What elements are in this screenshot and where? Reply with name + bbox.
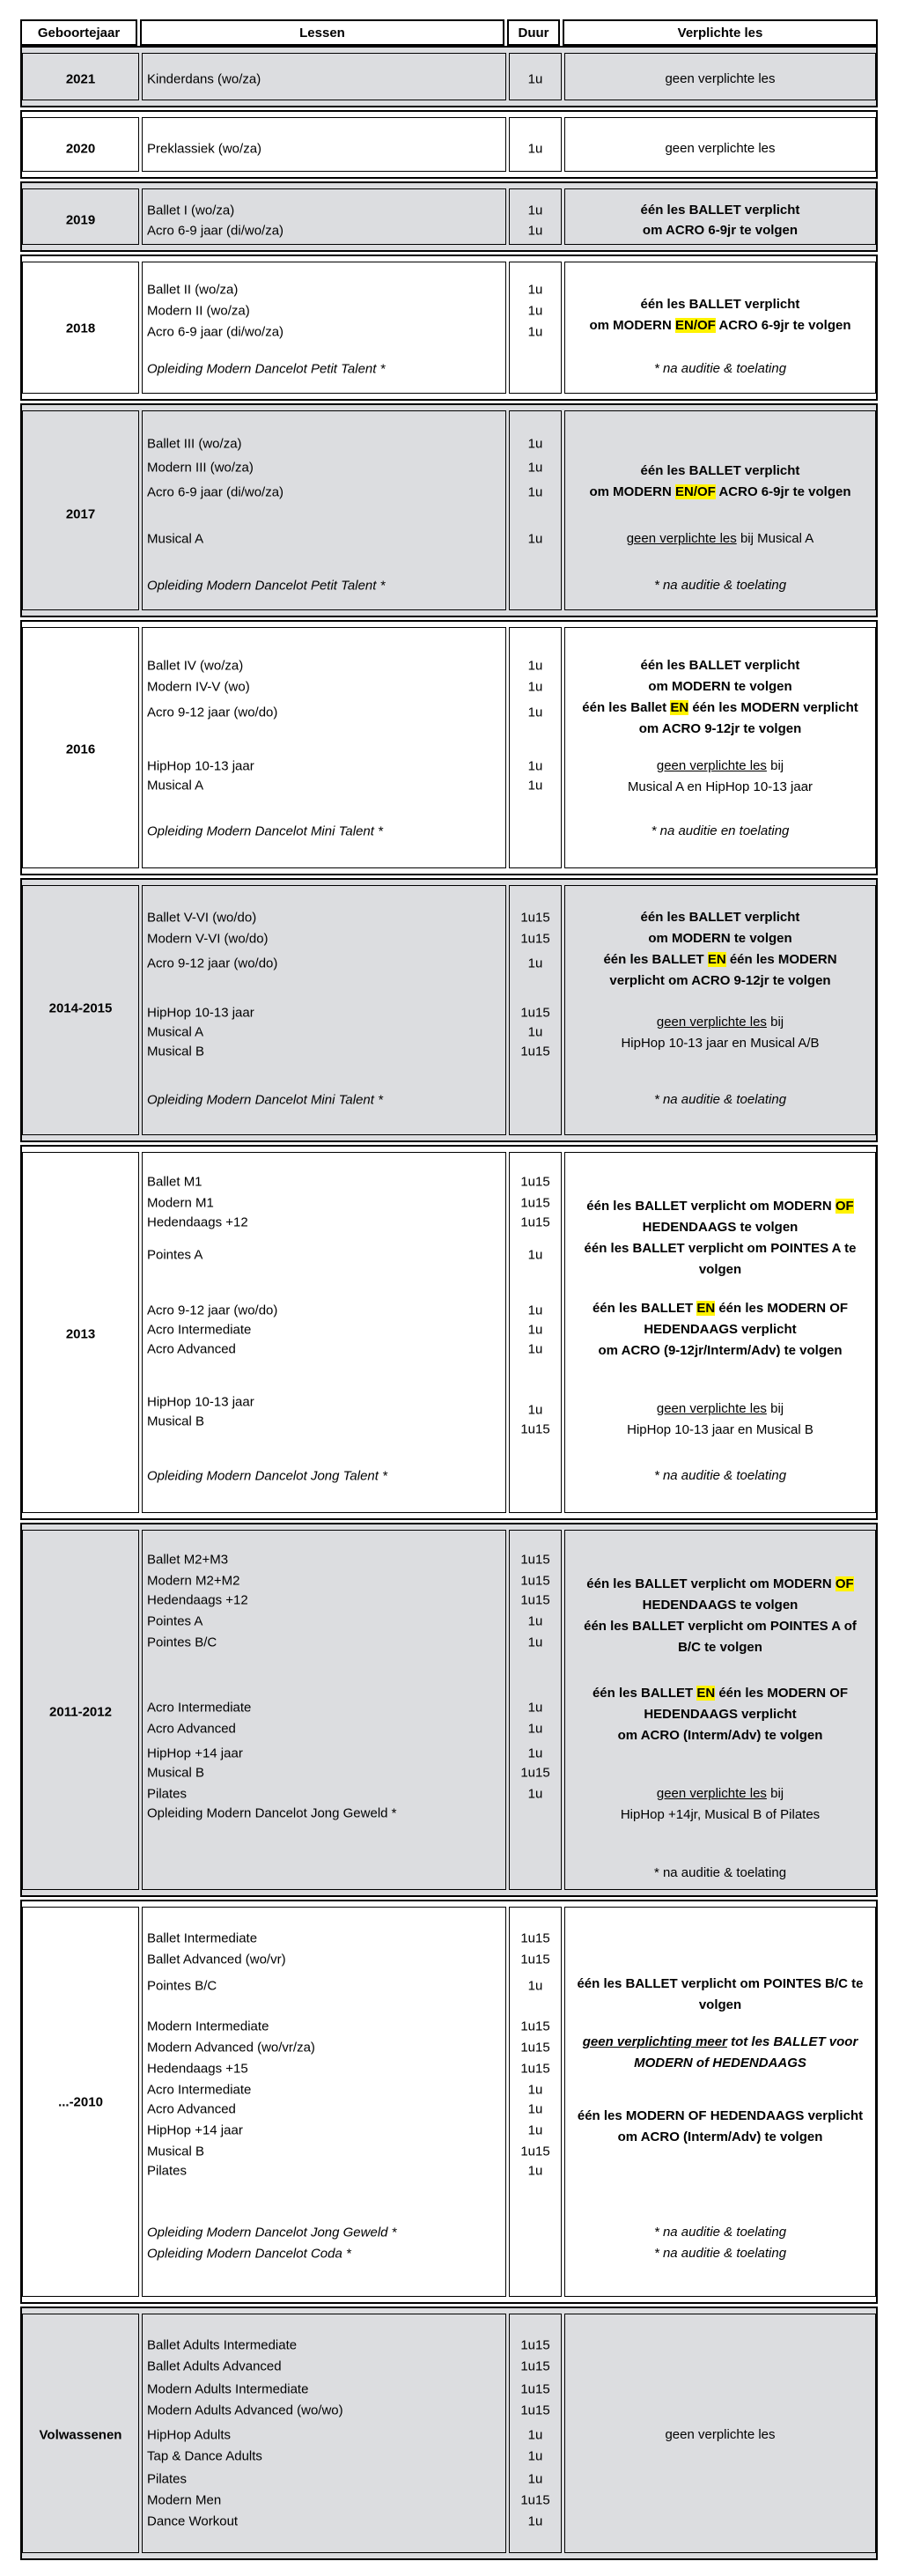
requirement-text: HEDENDAAGS verplicht [644, 1707, 797, 1722]
lesson-name: Acro Advanced [147, 1341, 236, 1357]
requirement-text: geen verplichte les [665, 141, 776, 156]
requirement-line [566, 1616, 874, 1637]
requirement-line [566, 1033, 874, 1054]
lesson-duration: 1u15 [520, 2040, 550, 2056]
lesson-duration: 1u [527, 778, 543, 793]
requirement-text: één les MODERN verplicht [692, 700, 858, 715]
lesson-duration: 1u15 [520, 1005, 550, 1021]
requirement-line [566, 655, 874, 676]
requirement-text: één les MODERN OF HEDENDAAGS verplicht [577, 2108, 864, 2123]
lesson-duration: 1u [527, 71, 543, 87]
underlined-text: geen verplichte les [656, 758, 767, 773]
table-row [20, 110, 878, 179]
requirement-text: ACRO 6-9jr te volgen [718, 318, 851, 333]
lesson-name: Ballet Adults Advanced [147, 2358, 282, 2374]
requirement-text: HEDENDAAGS te volgen [642, 1220, 799, 1235]
lesson-duration: 1u [527, 436, 543, 452]
requirement-line [566, 1238, 874, 1259]
requirement-line [566, 777, 874, 798]
lesson-duration: 1u [527, 2513, 543, 2529]
lesson-duration: 1u [527, 1247, 543, 1263]
requirement-line [566, 949, 874, 971]
birth-year: ...-2010 [58, 2094, 103, 2110]
lesson-duration: 1u [527, 1721, 543, 1737]
requirement-line [566, 1595, 874, 1616]
lesson-name: HipHop 10-13 jaar [147, 758, 254, 774]
lesson-duration: 1u [527, 484, 543, 500]
lesson-name: Pointes A [147, 1613, 203, 1629]
lesson-duration: 1u [527, 531, 543, 547]
requirement-text: tot les BALLET voor [731, 2034, 858, 2049]
lesson-duration: 1u15 [520, 2403, 550, 2418]
birth-year: Volwassenen [39, 2427, 122, 2443]
birth-year: 2014-2015 [48, 1000, 113, 1016]
lesson-name: Modern M2+M2 [147, 1573, 240, 1589]
lesson-name: Hedendaags +12 [147, 1592, 248, 1608]
lesson-duration: 1u15 [520, 2381, 550, 2397]
lesson-duration: 1u15 [520, 2358, 550, 2374]
requirement-line [566, 1089, 874, 1111]
requirement-text: Musical A en HipHop 10-13 jaar [627, 779, 813, 794]
requirement-text: één les BALLET verplicht om MODERN [586, 1576, 832, 1591]
lesson-duration: 1u [527, 2448, 543, 2464]
header-lessons: Lessen [140, 19, 504, 46]
table-row [20, 403, 878, 617]
requirement-line [566, 676, 874, 698]
lesson-duration: 1u [527, 956, 543, 971]
lesson-duration: 1u [527, 1786, 543, 1802]
requirement-text: HipHop +14jr, Musical B of Pilates [620, 1807, 821, 1822]
lesson-duration: 1u15 [520, 2492, 550, 2508]
lesson-name: Musical A [147, 531, 204, 547]
lesson-name: Ballet I (wo/za) [147, 203, 235, 218]
requirement-text: één les MODERN OF [718, 1686, 849, 1701]
requirement-line [566, 756, 874, 777]
table-row [20, 255, 878, 401]
requirement-text: één les BALLET verplicht om MODERN [586, 1199, 832, 1214]
lesson-name: Ballet II (wo/za) [147, 282, 239, 298]
lesson-name: HipHop 10-13 jaar [147, 1394, 254, 1410]
birth-year: 2021 [65, 71, 96, 87]
requirement-text: * na auditie & toelating [653, 578, 787, 593]
requirement-line [566, 1974, 874, 1995]
header-birthyear: Geboortejaar [20, 19, 137, 46]
table-row [20, 878, 878, 1142]
lesson-name: Modern IV-V (wo) [147, 679, 250, 695]
requirement-text: * na auditie en toelating [651, 823, 790, 838]
requirement-text: om ACRO (Interm/Adv) te volgen [617, 2129, 823, 2144]
lesson-duration: 1u15 [520, 2337, 550, 2353]
lesson-duration: 1u15 [520, 1573, 550, 1589]
requirement-line [566, 1637, 874, 1658]
lesson-name: Ballet Intermediate [147, 1930, 258, 1946]
table-row [20, 1145, 878, 1520]
lesson-name: Acro Intermediate [147, 1700, 252, 1716]
lesson-name: Acro Advanced [147, 1721, 236, 1737]
requirement-text: één les BALLET [592, 1301, 694, 1316]
lesson-duration: 1u [527, 679, 543, 695]
lesson-name: Modern Men [147, 2492, 222, 2508]
table-row [20, 620, 878, 875]
lesson-duration: 1u [527, 303, 543, 319]
highlighted-keyword: EN/OF [675, 484, 716, 499]
highlighted-keyword: EN [670, 700, 689, 715]
lesson-name: Pointes B/C [147, 1635, 217, 1650]
lesson-name: HipHop +14 jaar [147, 1746, 243, 1761]
underlined-text: geen verplichte les [656, 1015, 767, 1030]
requirement-line [566, 358, 874, 380]
requirement-text: één les MODERN OF [718, 1301, 849, 1316]
training-program: Opleiding Modern Dancelot Coda * [147, 2246, 351, 2262]
requirement-text: * na auditie & toelating [653, 1865, 787, 1880]
lesson-duration: 1u15 [520, 1952, 550, 1967]
lesson-duration: 1u [527, 758, 543, 774]
lesson-duration: 1u [527, 1635, 543, 1650]
lesson-duration: 1u [527, 2101, 543, 2117]
requirement-line [566, 1863, 874, 1884]
lesson-duration: 1u15 [520, 1930, 550, 1946]
underlined-text: geen verplichting meer [582, 2034, 727, 2049]
lesson-duration: 1u [527, 1700, 543, 1716]
lesson-name: Acro 9-12 jaar (wo/do) [147, 1303, 278, 1318]
lesson-duration: 1u [527, 2163, 543, 2179]
requirement-line [566, 2222, 874, 2243]
requirement-text: bij Musical A [740, 531, 814, 546]
lesson-name: Pilates [147, 1786, 188, 1802]
requirement-text: * na auditie & toelating [653, 361, 787, 376]
lesson-duration: 1u [527, 2427, 543, 2443]
requirement-line [566, 821, 874, 842]
requirement-text: om ACRO 9-12jr te volgen [638, 721, 802, 736]
requirement-line [566, 1574, 874, 1595]
lesson-duration: 1u [527, 1024, 543, 1040]
requirement-text: * na auditie & toelating [653, 1468, 787, 1483]
highlighted-keyword: EN [696, 1686, 716, 1701]
lesson-duration: 1u [527, 1746, 543, 1761]
table-row [20, 181, 878, 252]
requirement-line [566, 1217, 874, 1238]
birth-year: 2016 [65, 742, 96, 757]
lesson-duration: 1u [527, 1402, 543, 1418]
lesson-duration: 1u [527, 1978, 543, 1994]
header-duration: Duur [507, 19, 560, 46]
requirement-line [566, 1783, 874, 1805]
training-program: Opleiding Modern Dancelot Jong Geweld * [147, 2225, 397, 2240]
lesson-name: Ballet Advanced (wo/vr) [147, 1952, 286, 1967]
requirement-line [566, 928, 874, 949]
lesson-duration: 1u [527, 324, 543, 340]
requirement-text: * na auditie & toelating [653, 2246, 787, 2261]
requirement-line [566, 2106, 874, 2127]
requirement-text: één les BALLET [603, 952, 704, 967]
lesson-duration: 1u [527, 141, 543, 157]
requirement-line [566, 1298, 874, 1319]
lesson-name: Modern V-VI (wo/do) [147, 931, 269, 947]
requirement-line [566, 1196, 874, 1217]
birth-year: 2019 [65, 212, 96, 228]
requirement-text: één les MODERN [729, 952, 837, 967]
lesson-name: Acro 6-9 jaar (di/wo/za) [147, 223, 284, 239]
requirement-text: B/C te volgen [678, 1640, 762, 1655]
requirement-line [566, 1319, 874, 1340]
requirement-text: bij [770, 1401, 784, 1416]
lesson-duration: 1u15 [520, 1044, 550, 1059]
lesson-duration: 1u [527, 203, 543, 218]
requirement-line [566, 138, 874, 159]
requirement-text: om ACRO (9-12jr/Interm/Adv) te volgen [598, 1343, 843, 1358]
requirement-line [566, 2425, 874, 2446]
lesson-name: Modern Adults Intermediate [147, 2381, 309, 2397]
requirement-line [566, 294, 874, 315]
requirement-line [566, 1399, 874, 1420]
requirement-text: bij [770, 1015, 784, 1030]
lesson-duration: 1u [527, 1613, 543, 1629]
schedule-table [20, 19, 878, 2560]
requirement-text: verplicht om ACRO 9-12jr te volgen [609, 973, 831, 988]
requirement-text: HipHop 10-13 jaar en Musical B [627, 1422, 813, 1437]
requirement-text: om ACRO (Interm/Adv) te volgen [617, 1728, 823, 1743]
lesson-name: Opleiding Modern Dancelot Jong Geweld * [147, 1805, 397, 1821]
requirement-text: om MODERN te volgen [648, 679, 792, 694]
requirement-text: één les Ballet [582, 700, 667, 715]
lesson-name: Dance Workout [147, 2513, 239, 2529]
training-program: Opleiding Modern Dancelot Petit Talent * [147, 361, 386, 377]
lesson-name: Acro Intermediate [147, 2082, 252, 2098]
requirement-line [566, 1340, 874, 1362]
lesson-name: Kinderdans (wo/za) [147, 71, 261, 87]
table-row [20, 2307, 878, 2560]
requirement-text: één les BALLET verplicht [640, 297, 800, 312]
table-row [20, 1523, 878, 1897]
lesson-name: Hedendaags +12 [147, 1214, 248, 1230]
lesson-duration: 1u15 [520, 1592, 550, 1608]
lesson-duration: 1u [527, 1322, 543, 1338]
requirement-line [566, 200, 874, 221]
underlined-text: geen verplichte les [656, 1401, 767, 1416]
training-program: Opleiding Modern Dancelot Petit Talent * [147, 578, 386, 594]
requirement-line [566, 461, 874, 482]
requirement-line [566, 1995, 874, 2016]
highlighted-keyword: EN [707, 952, 726, 967]
lesson-name: Ballet M1 [147, 1174, 202, 1190]
lesson-name: Acro 6-9 jaar (di/wo/za) [147, 324, 284, 340]
requirement-text: één les BALLET verplicht [640, 658, 800, 673]
lesson-name: Musical A [147, 1024, 204, 1040]
requirement-line [566, 1725, 874, 1746]
lesson-name: HipHop Adults [147, 2427, 232, 2443]
lesson-duration: 1u [527, 2471, 543, 2487]
lesson-duration: 1u [527, 460, 543, 476]
lesson-name: Pilates [147, 2471, 188, 2487]
birth-year: 2020 [65, 141, 96, 157]
lesson-name: Tap & Dance Adults [147, 2448, 262, 2464]
requirement-line [566, 1683, 874, 1704]
lesson-duration: 1u [527, 1303, 543, 1318]
requirement-text: volgen [698, 1997, 742, 2012]
lesson-name: Modern M1 [147, 1195, 214, 1211]
requirement-line [566, 1012, 874, 1033]
requirement-line [566, 482, 874, 503]
lesson-duration: 1u15 [520, 2019, 550, 2034]
lesson-duration: 1u15 [520, 910, 550, 926]
requirement-line [566, 698, 874, 719]
requirement-text: MODERN of HEDENDAAGS [634, 2056, 806, 2070]
birth-year: 2011-2012 [49, 1704, 112, 1720]
requirement-line [566, 1420, 874, 1441]
highlighted-keyword: OF [835, 1576, 854, 1591]
requirement-line [566, 315, 874, 336]
highlighted-keyword: OF [835, 1199, 854, 1214]
lesson-name: Modern Advanced (wo/vr/za) [147, 2040, 315, 2056]
requirement-text: één les BALLET verplicht om POINTES B/C te [577, 1976, 864, 1991]
underlined-text: geen verplichte les [626, 531, 737, 546]
lesson-name: Musical A [147, 778, 204, 793]
requirement-text: * na auditie & toelating [653, 2225, 787, 2240]
requirement-text: geen verplichte les [665, 2427, 776, 2442]
requirement-text: HEDENDAAGS verplicht [644, 1322, 797, 1337]
lesson-duration: 1u15 [520, 1214, 550, 1230]
lesson-name: HipHop +14 jaar [147, 2122, 243, 2138]
lesson-name: Pointes A [147, 1247, 203, 1263]
lesson-name: Acro 9-12 jaar (wo/do) [147, 705, 278, 720]
lesson-duration: 1u [527, 2082, 543, 2098]
table-row [20, 1900, 878, 2304]
lesson-duration: 1u15 [520, 1421, 550, 1437]
lesson-name: Musical B [147, 1413, 205, 1429]
requirement-text: bij [770, 758, 784, 773]
birth-year: 2017 [65, 506, 96, 522]
requirement-text: één les BALLET verplicht om POINTES A of [584, 1619, 857, 1634]
lesson-duration: 1u15 [520, 931, 550, 947]
requirement-text: één les BALLET verplicht [640, 203, 800, 218]
requirement-line [566, 2032, 874, 2053]
header-required: Verplichte les [563, 19, 878, 46]
requirement-text: één les BALLET [592, 1686, 694, 1701]
lesson-name: Modern II (wo/za) [147, 303, 250, 319]
requirement-line [566, 528, 874, 550]
lesson-duration: 1u [527, 2122, 543, 2138]
requirement-line [566, 1704, 874, 1725]
lesson-name: Ballet III (wo/za) [147, 436, 242, 452]
birth-year: 2013 [65, 1326, 96, 1342]
lesson-name: HipHop 10-13 jaar [147, 1005, 254, 1021]
requirement-line [566, 1259, 874, 1281]
lesson-duration: 1u15 [520, 1552, 550, 1568]
lesson-name: Acro Intermediate [147, 1322, 252, 1338]
lesson-name: Ballet Adults Intermediate [147, 2337, 298, 2353]
requirement-line [566, 2127, 874, 2148]
requirement-text: volgen [698, 1262, 742, 1277]
lesson-name: Ballet V-VI (wo/do) [147, 910, 257, 926]
lesson-duration: 1u [527, 658, 543, 674]
requirement-text: ACRO 6-9jr te volgen [718, 484, 851, 499]
requirement-text: één les BALLET verplicht om POINTES A te [584, 1241, 857, 1256]
highlighted-keyword: EN [696, 1301, 716, 1316]
requirement-line [566, 2053, 874, 2074]
lesson-name: Acro 6-9 jaar (di/wo/za) [147, 484, 284, 500]
requirement-text: geen verplichte les [665, 71, 776, 86]
requirement-line [566, 220, 874, 241]
requirement-line [566, 719, 874, 740]
training-program: Opleiding Modern Dancelot Mini Talent * [147, 1092, 383, 1108]
lesson-duration: 1u15 [520, 2144, 550, 2159]
lesson-duration: 1u15 [520, 1174, 550, 1190]
lesson-name: Musical B [147, 2144, 205, 2159]
requirement-text: HipHop 10-13 jaar en Musical A/B [621, 1036, 820, 1051]
requirement-text: om MODERN te volgen [648, 931, 792, 946]
lesson-name: Acro Advanced [147, 2101, 236, 2117]
requirement-text: één les BALLET verplicht [640, 910, 800, 925]
requirement-text: om ACRO 6-9jr te volgen [642, 223, 799, 238]
requirement-text: om MODERN [589, 318, 672, 333]
training-program: Opleiding Modern Dancelot Mini Talent * [147, 823, 383, 839]
lesson-duration: 1u15 [520, 2061, 550, 2077]
lesson-name: Ballet IV (wo/za) [147, 658, 244, 674]
lesson-name: Modern Adults Advanced (wo/wo) [147, 2403, 343, 2418]
lesson-duration: 1u [527, 223, 543, 239]
requirement-line [566, 2243, 874, 2264]
requirement-line [566, 1465, 874, 1487]
lesson-name: Modern III (wo/za) [147, 460, 254, 476]
lesson-name: Pilates [147, 2163, 188, 2179]
requirement-text: * na auditie & toelating [653, 1092, 787, 1107]
requirement-text: HEDENDAAGS te volgen [642, 1598, 799, 1613]
lesson-duration: 1u [527, 1341, 543, 1357]
requirement-text: bij [770, 1786, 784, 1801]
lesson-name: Musical B [147, 1044, 205, 1059]
requirement-line [566, 1805, 874, 1826]
lesson-name: Musical B [147, 1765, 205, 1781]
birth-year: 2018 [65, 321, 96, 336]
requirement-line [566, 575, 874, 596]
underlined-text: geen verplichte les [656, 1786, 767, 1801]
lesson-name: Ballet M2+M3 [147, 1552, 229, 1568]
requirement-line [566, 69, 874, 90]
lesson-name: Acro 9-12 jaar (wo/do) [147, 956, 278, 971]
lesson-name: Hedendaags +15 [147, 2061, 248, 2077]
lesson-name: Pointes B/C [147, 1978, 217, 1994]
table-row [20, 46, 878, 107]
highlighted-keyword: EN/OF [675, 318, 716, 333]
requirement-line [566, 907, 874, 928]
training-program: Opleiding Modern Dancelot Jong Talent * [147, 1468, 387, 1484]
lesson-duration: 1u15 [520, 1765, 550, 1781]
requirement-text: om MODERN [589, 484, 672, 499]
lesson-duration: 1u15 [520, 1195, 550, 1211]
lesson-name: Modern Intermediate [147, 2019, 269, 2034]
requirement-line [566, 971, 874, 992]
lesson-duration: 1u [527, 282, 543, 298]
lesson-name: Preklassiek (wo/za) [147, 141, 262, 157]
requirement-text: één les BALLET verplicht [640, 463, 800, 478]
lesson-duration: 1u [527, 705, 543, 720]
